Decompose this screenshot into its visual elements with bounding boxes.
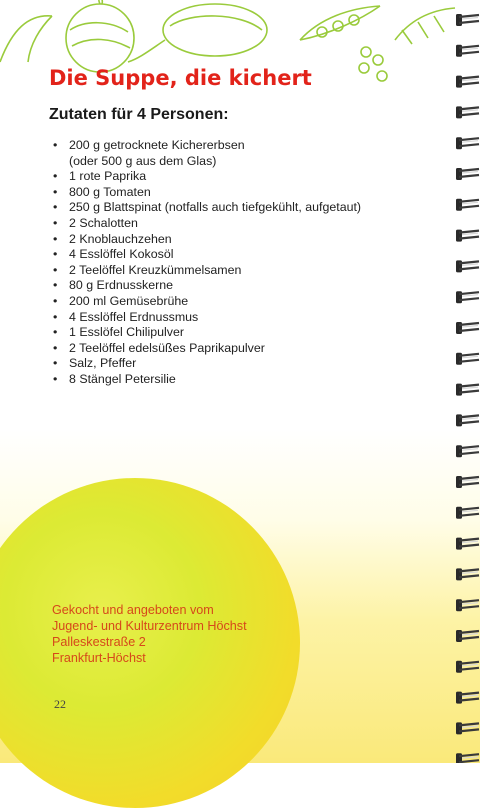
spiral-ring — [456, 137, 479, 149]
credit-line: Palleskestraße 2 — [52, 635, 146, 649]
bullet: • — [53, 325, 58, 340]
page-number: 22 — [54, 697, 66, 711]
ingredient-item: • 1 Esslöfel Chilipulver — [53, 325, 185, 340]
spiral-ring — [456, 199, 479, 211]
ingredient-item: • 800 g Tomaten — [53, 184, 151, 199]
spiral-ring — [456, 76, 479, 88]
spiral-ring — [456, 45, 479, 57]
bullet: • — [53, 278, 58, 293]
spiral-ring — [456, 106, 479, 118]
ingredient-note: (oder 500 g aus dem Glas) — [69, 153, 217, 168]
ingredient-item: • 250 g Blattspinat (notfalls auch tiefgekühlt, aufgetaut) — [53, 200, 362, 215]
bullet: • — [53, 231, 58, 246]
spiral-ring — [456, 476, 479, 488]
ingredient-item: • 2 Teelöffel edelsüßes Paprikapulver — [53, 340, 265, 355]
spiral-ring — [456, 661, 479, 673]
spiral-ring — [456, 507, 479, 519]
ingredient-item: • 2 Schalotten — [53, 215, 138, 230]
bullet: • — [53, 200, 58, 215]
ingredient-item: • 2 Teelöffel Kreuzkümmelsamen — [53, 262, 242, 277]
bullet: • — [53, 184, 58, 199]
ingredient-item: • 200 ml Gemüsebrühe — [53, 293, 189, 308]
ingredient-item: • Salz, Pfeffer — [53, 356, 137, 371]
ingredient-item: • 2 Knoblauchzehen — [53, 231, 172, 246]
bullet: • — [53, 215, 58, 230]
ingredient-item: • 200 g getrocknete Kichererbsen (oder 500 g aus dem Glas) — [50, 138, 361, 169]
bullet: • — [53, 340, 58, 355]
credit-line: Frankfurt-Höchst — [52, 651, 146, 665]
spiral-ring — [456, 445, 479, 457]
spiral-ring — [456, 568, 479, 580]
bullet: • — [53, 169, 58, 184]
spiral-ring — [456, 322, 479, 334]
spiral-ring — [456, 538, 479, 550]
bullet: • — [53, 247, 58, 262]
spiral-ring — [456, 414, 479, 426]
recipe-title: Die Suppe, die kichert — [49, 66, 312, 90]
ingredient-item: • 4 Esslöffel Kokosöl — [53, 247, 174, 262]
spiral-ring — [456, 291, 479, 303]
bullet: • — [53, 262, 58, 277]
ingredient-list — [50, 138, 361, 388]
spiral-ring — [456, 753, 479, 763]
spiral-ring — [456, 384, 479, 396]
spiral-ring — [456, 260, 479, 272]
ingredient-item: • 80 g Erdnusskerne — [53, 278, 174, 293]
spiral-ring — [456, 599, 479, 611]
ingredient-item: • 8 Stängel Petersilie — [53, 371, 176, 386]
bullet: • — [53, 293, 58, 308]
spiral-ring — [456, 230, 479, 242]
spiral-ring — [456, 353, 479, 365]
bullet: • — [53, 138, 58, 152]
bullet: • — [53, 356, 58, 371]
bullet: • — [53, 371, 58, 386]
credit-line: Jugend- und Kulturzentrum Höchst — [52, 619, 247, 633]
bullet: • — [53, 309, 58, 324]
credit-block — [52, 602, 247, 666]
credit-line: Gekocht und angeboten vom — [52, 603, 214, 617]
spiral-binding-icon — [452, 0, 480, 763]
ingredient-item: • 1 rote Paprika — [53, 169, 147, 184]
spiral-ring — [456, 722, 479, 734]
spiral-ring — [456, 14, 479, 26]
servings-heading: Zutaten für 4 Personen: — [49, 106, 229, 123]
spiral-ring — [456, 692, 479, 704]
spiral-ring — [456, 168, 479, 180]
spiral-ring — [456, 630, 479, 642]
ingredient-item: • 4 Esslöffel Erdnussmus — [53, 309, 199, 324]
